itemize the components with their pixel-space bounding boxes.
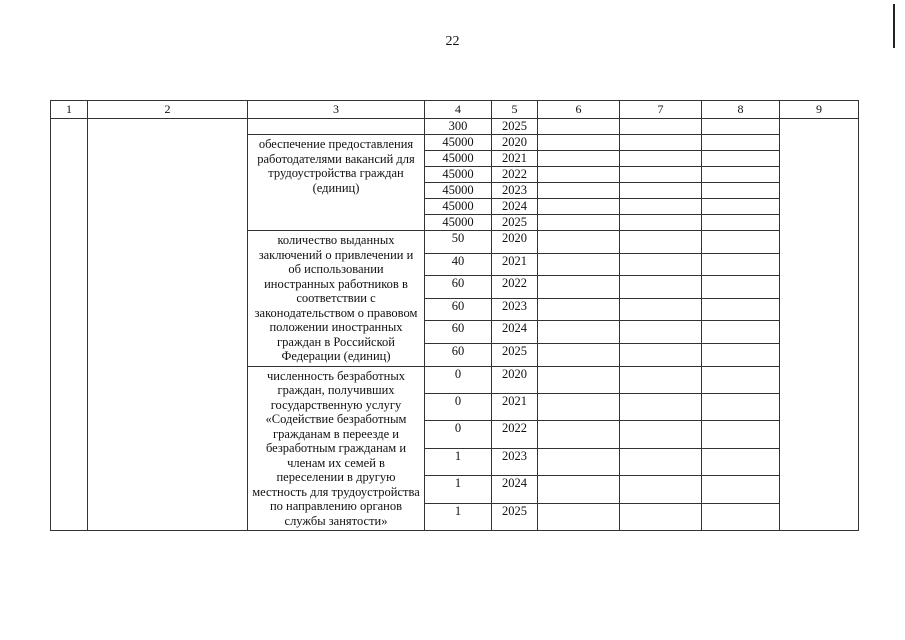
indicator-description: количество выданных заключений о привлечении и об использовании иностранных работников в соответствии с законодательством о правовом положении иностранных граждан в Российской Федерации (единиц) xyxy=(248,231,425,367)
cell-col9 xyxy=(780,119,859,531)
year-cell: 2023 xyxy=(492,298,538,321)
col-header-8: 8 xyxy=(702,101,780,119)
cell-col2 xyxy=(88,119,248,531)
year-cell: 2020 xyxy=(492,231,538,254)
col-header-7: 7 xyxy=(620,101,702,119)
col-header-9: 9 xyxy=(780,101,859,119)
value-cell: 60 xyxy=(425,298,492,321)
value-cell: 60 xyxy=(425,343,492,366)
table-row xyxy=(51,119,859,135)
value-cell: 0 xyxy=(425,393,492,420)
value-cell: 45000 xyxy=(425,135,492,151)
value-cell: 0 xyxy=(425,366,492,393)
year-cell: 2021 xyxy=(492,253,538,276)
year-cell: 2021 xyxy=(492,151,538,167)
year-cell: 2023 xyxy=(492,183,538,199)
value-cell: 60 xyxy=(425,321,492,344)
year-cell: 2024 xyxy=(492,199,538,215)
value-cell: 1 xyxy=(425,503,492,530)
page-number: 22 xyxy=(445,34,460,49)
year-cell: 2024 xyxy=(492,476,538,503)
value-cell: 60 xyxy=(425,276,492,299)
year-cell: 2022 xyxy=(492,276,538,299)
year-cell: 2020 xyxy=(492,366,538,393)
col-header-1: 1 xyxy=(51,101,88,119)
scan-edge-mark xyxy=(893,4,895,48)
value-cell: 45000 xyxy=(425,199,492,215)
col-header-3: 3 xyxy=(248,101,425,119)
year-cell: 2022 xyxy=(492,167,538,183)
value-cell: 45000 xyxy=(425,167,492,183)
value-cell: 1 xyxy=(425,476,492,503)
year-cell: 2025 xyxy=(492,119,538,135)
year-cell: 2025 xyxy=(492,343,538,366)
col-header-6: 6 xyxy=(538,101,620,119)
col-header-4: 4 xyxy=(425,101,492,119)
year-cell: 2025 xyxy=(492,215,538,231)
value-cell: 1 xyxy=(425,448,492,475)
year-cell: 2023 xyxy=(492,448,538,475)
value-cell: 45000 xyxy=(425,151,492,167)
year-cell: 2024 xyxy=(492,321,538,344)
year-cell: 2021 xyxy=(492,393,538,420)
indicators-table xyxy=(50,100,859,531)
value-cell: 40 xyxy=(425,253,492,276)
year-cell: 2020 xyxy=(492,135,538,151)
value-cell: 45000 xyxy=(425,183,492,199)
year-cell: 2025 xyxy=(492,503,538,530)
col-header-2: 2 xyxy=(88,101,248,119)
col-header-5: 5 xyxy=(492,101,538,119)
value-cell: 0 xyxy=(425,421,492,448)
value-cell: 45000 xyxy=(425,215,492,231)
column-number-row xyxy=(51,101,859,119)
value-cell: 300 xyxy=(425,119,492,135)
indicator-description xyxy=(248,119,425,135)
year-cell: 2022 xyxy=(492,421,538,448)
indicator-description: обеспечение предоставления работодателями вакансий для трудоустройства граждан (единиц) xyxy=(248,135,425,231)
indicator-description: численность безработных граждан, получивших государственную услугу «Содействие безработным гражданам в переезде и безработным гражданам и членам их семей в переселении в другую местность для трудоустройства по направлению органов службы занятости» xyxy=(248,366,425,531)
value-cell: 50 xyxy=(425,231,492,254)
cell-col1 xyxy=(51,119,88,531)
